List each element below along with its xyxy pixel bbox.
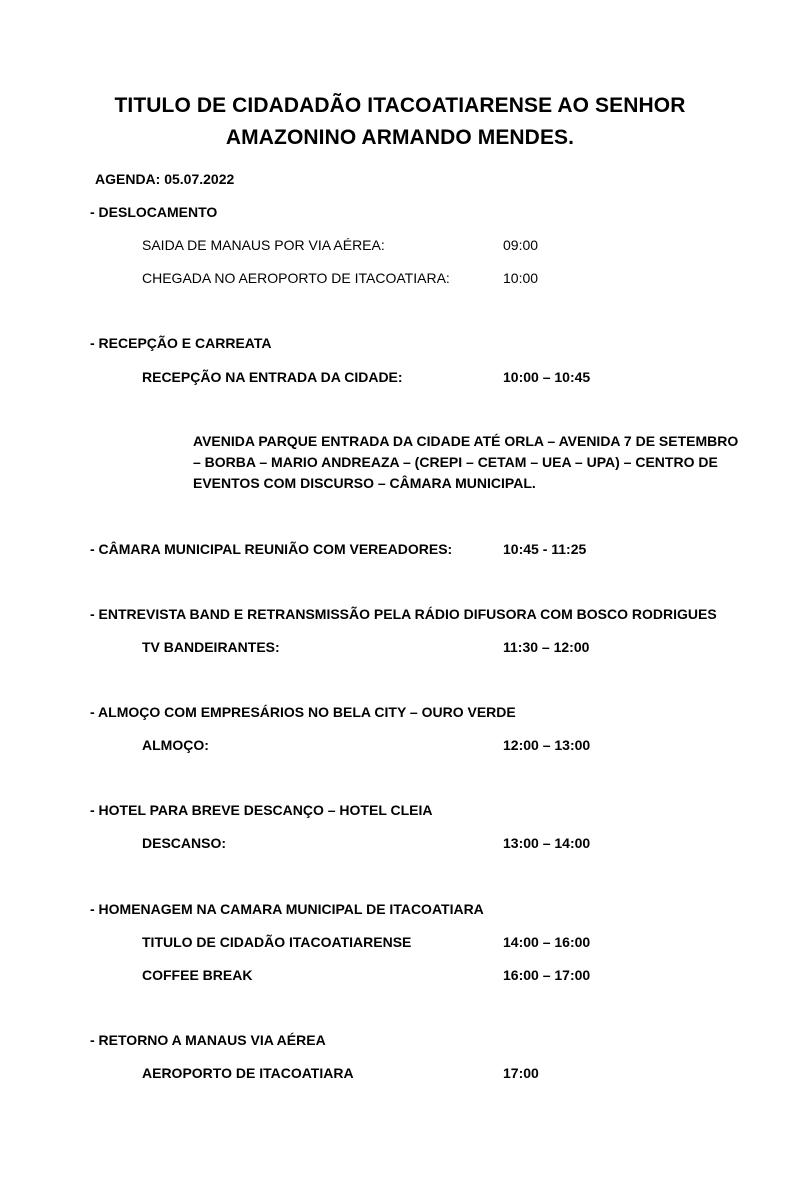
item-label-tv: TV BANDEIRANTES: xyxy=(142,639,280,655)
section-heading-camara: - CÂMARA MUNICIPAL REUNIÃO COM VEREADORES: xyxy=(90,541,453,557)
item-label-chegada: CHEGADA NO AEROPORTO DE ITACOATIARA: xyxy=(142,270,450,286)
item-label-coffee: COFFEE BREAK xyxy=(142,967,253,983)
document-title xyxy=(60,90,740,154)
item-time-titulo: 14:00 – 16:00 xyxy=(503,934,591,950)
route-line-1: AVENIDA PARQUE ENTRADA DA CIDADE ATÉ ORLA – AVENIDA 7 DE SETEMBRO xyxy=(193,433,739,449)
title-line-1: TITULO DE CIDADADÃO ITACOATIARENSE AO SENHOR xyxy=(114,94,686,117)
section-heading-homenagem: - HOMENAGEM NA CAMARA MUNICIPAL DE ITACOATIARA xyxy=(90,901,484,917)
section-heading-almoco: - ALMOÇO COM EMPRESÁRIOS NO BELA CITY – OURO VERDE xyxy=(90,704,516,720)
section-heading-recepcao: - RECEPÇÃO E CARREATA xyxy=(90,335,272,351)
item-time-coffee: 16:00 – 17:00 xyxy=(503,967,591,983)
item-time-recepcao: 10:00 – 10:45 xyxy=(503,369,591,385)
item-label-saida: SAIDA DE MANAUS POR VIA AÉREA: xyxy=(142,237,385,253)
item-label-almoco: ALMOÇO: xyxy=(142,737,209,753)
section-heading-entrevista: - ENTREVISTA BAND E RETRANSMISSÃO PELA RÁDIO DIFUSORA COM BOSCO RODRIGUES xyxy=(90,606,717,622)
item-label-aeroporto: AEROPORTO DE ITACOATIARA xyxy=(142,1065,354,1081)
route-description xyxy=(193,431,739,494)
section-heading-hotel: - HOTEL PARA BREVE DESCANÇO – HOTEL CLEIA xyxy=(90,802,433,818)
section-heading-retorno: - RETORNO A MANAUS VIA AÉREA xyxy=(90,1032,326,1048)
section-heading-deslocamento: - DESLOCAMENTO xyxy=(90,204,218,220)
item-label-recepcao: RECEPÇÃO NA ENTRADA DA CIDADE: xyxy=(142,369,403,385)
title-line-2: AMAZONINO ARMANDO MENDES. xyxy=(225,126,575,149)
item-time-aeroporto: 17:00 xyxy=(503,1065,539,1081)
item-label-titulo: TITULO DE CIDADÃO ITACOATIARENSE xyxy=(142,934,412,950)
item-time-camara: 10:45 - 11:25 xyxy=(503,541,587,557)
item-time-descanso: 13:00 – 14:00 xyxy=(503,835,591,851)
item-time-almoco: 12:00 – 13:00 xyxy=(503,737,591,753)
item-time-chegada: 10:00 xyxy=(503,270,539,286)
item-time-saida: 09:00 xyxy=(503,237,539,253)
agenda-date: AGENDA: 05.07.2022 xyxy=(95,171,235,187)
route-line-2: – BORBA – MARIO ANDREAZA – (CREPI – CETAM – UEA – UPA) – CENTRO DE xyxy=(193,454,718,470)
item-label-descanso: DESCANSO: xyxy=(142,835,227,851)
route-line-3: EVENTOS COM DISCURSO – CÂMARA MUNICIPAL. xyxy=(193,475,536,491)
item-time-tv: 11:30 – 12:00 xyxy=(503,639,590,655)
